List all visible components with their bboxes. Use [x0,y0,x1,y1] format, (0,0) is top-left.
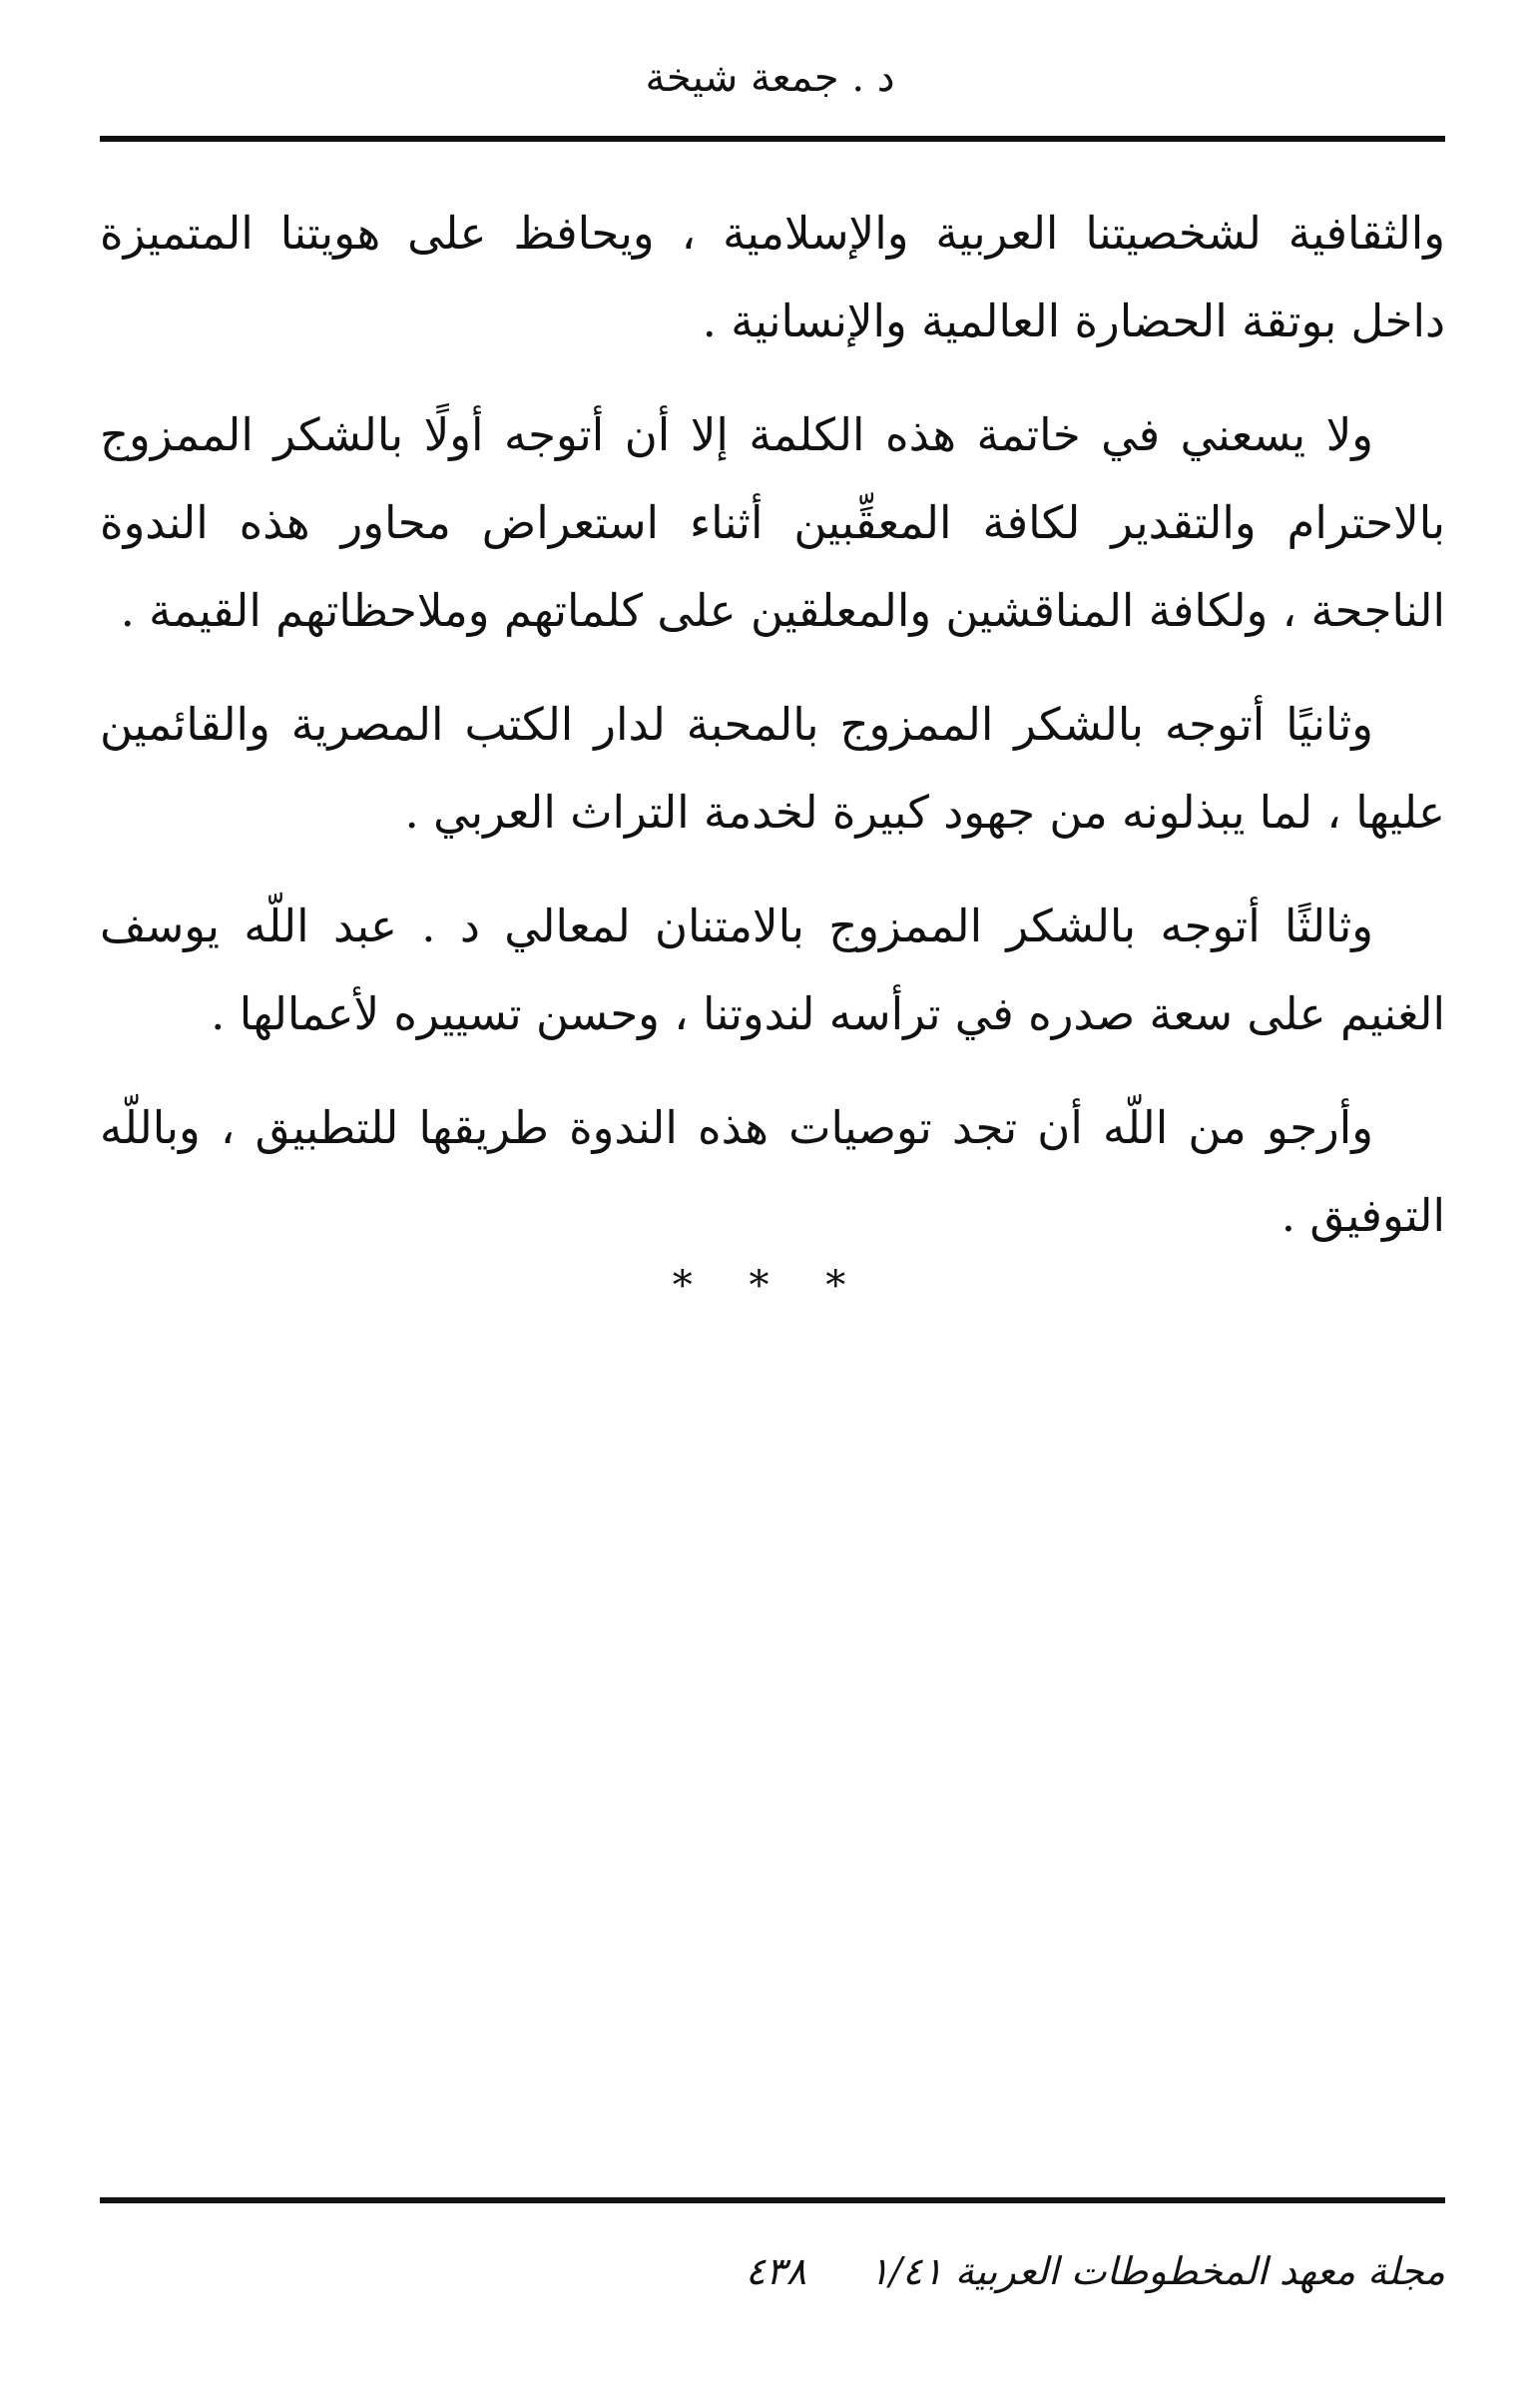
page-number: ٤٣٨ [745,2249,806,2293]
header-rule [100,136,1445,142]
footer-rule [100,2197,1445,2203]
body-text [100,190,1445,1286]
paragraph-final-wish: وأرجو من اللّه أن تجد توصيات هذه الندوة طريقها للتطبيق ، وباللّه التوفيق . [100,1101,1445,1242]
running-header-author: د . جمعة شيخة [645,55,895,101]
paragraph-continuation: والثقافية لشخصيتنا العربية والإسلامية ، ويحافظ على هويتنا المتميزة داخل بوتقة الحضارة العالمية والإنسانية . [100,207,1445,347]
paragraph-closing-thanks: ولا يسعني في خاتمة هذه الكلمة إلا أن أتوجه أولًا بالشكر الممزوج بالاحترام والتقدير لكافة المعقِّبين أثناء استعراض محاور هذه الندوة الناجحة ، ولكافة المناقشين والمعلقين على كلماتهم وملاحظاتهم القيمة . [100,408,1445,637]
journal-title: مجلة معهد المخطوطات العربية ١/٤١ [868,2249,1445,2293]
paragraph-second-thanks: وثانيًا أتوجه بالشكر الممزوج بالمحبة لدار الكتب المصرية والقائمين عليها ، لما يبذلونه من جهود كبيرة لخدمة التراث العربي . [100,698,1445,839]
paragraph-third-thanks: وثالثًا أتوجه بالشكر الممزوج بالامتنان لمعالي د . عبد اللّه يوسف الغنيم على سعة صدره في ترأسه لندوتنا ، وحسن تسييره لأعمالها . [100,900,1445,1040]
section-separator: * * * [672,1263,868,1309]
